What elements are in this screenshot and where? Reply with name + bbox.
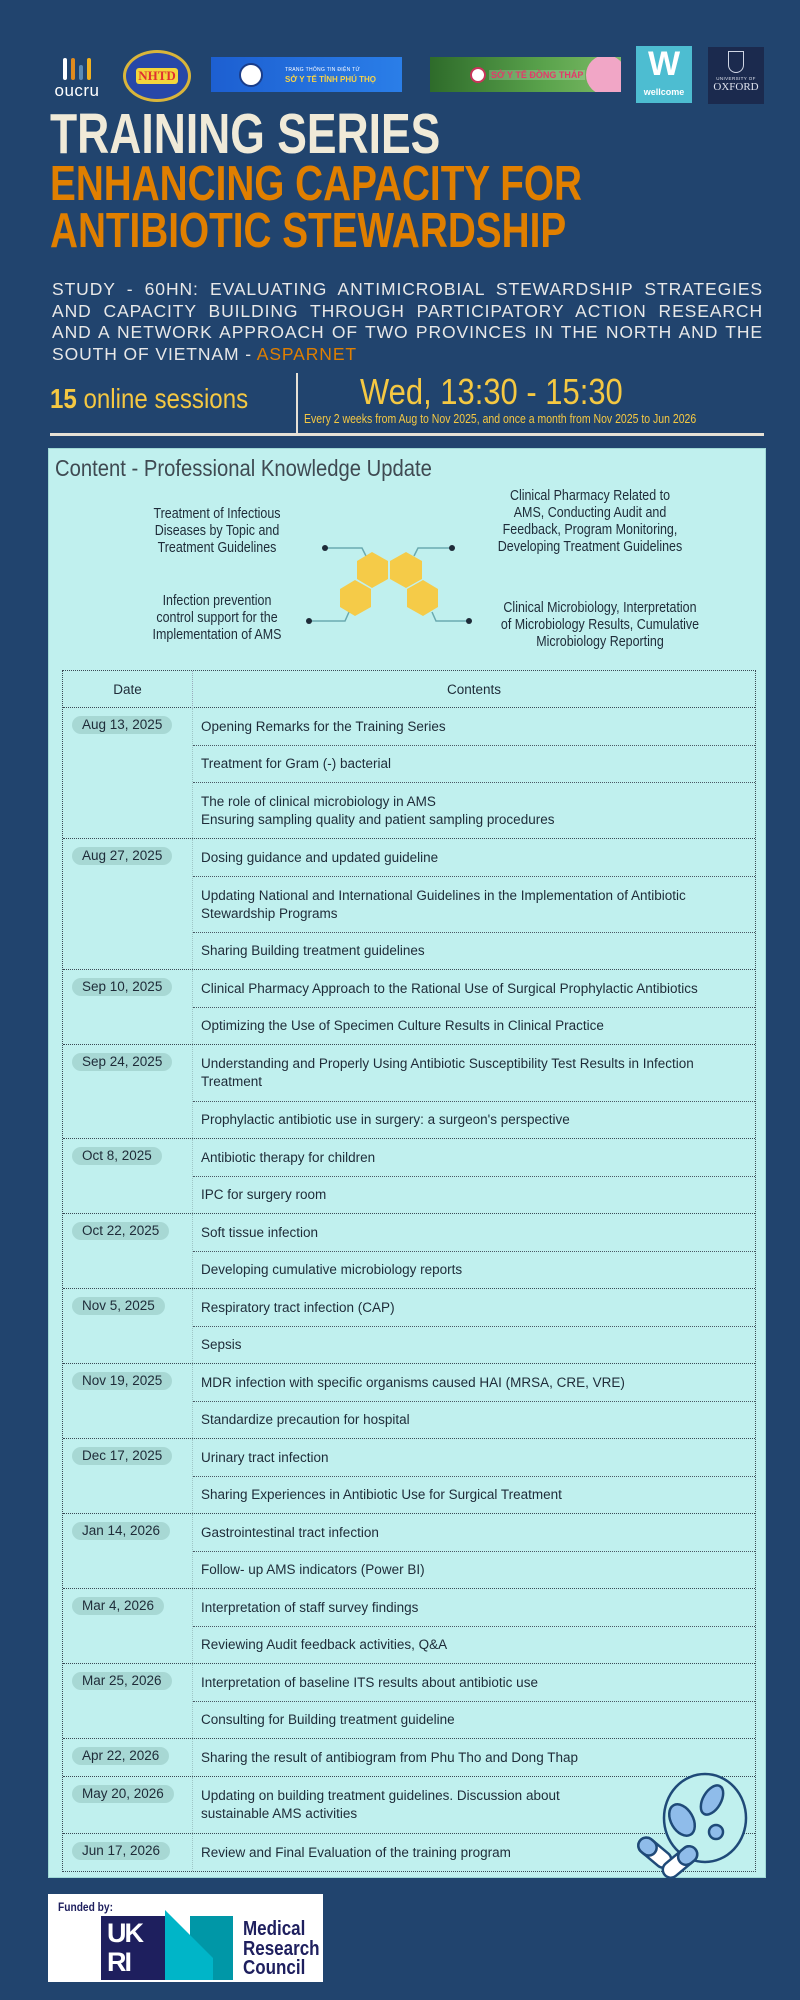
date-cell <box>63 1139 193 1213</box>
session-topic: Reviewing Audit feedback activities, Q&A <box>193 1626 755 1663</box>
contents-cell <box>193 1589 755 1663</box>
connector-dot <box>306 618 312 624</box>
table-row <box>63 1288 755 1363</box>
contents-cell <box>193 1364 755 1438</box>
date-badge: May 20, 2026 <box>72 1785 174 1803</box>
contents-cell <box>193 1045 755 1138</box>
schedule-table <box>62 670 756 1872</box>
page-title: TRAINING SERIES <box>50 102 441 166</box>
session-topic: Dosing guidance and updated guideline <box>201 849 439 865</box>
study-description: STUDY - 60HN: EVALUATING ANTIMICROBIAL STEWARDSHIP STRATEGIES AND CAPACITY BUILDING THROUGH PARTICIPATORY ACTION RESEARCH AND A NETWORK APPROACH OF TWO PROVINCES IN THE NORTH AND THE SOUTH OF VIETNAM - ASPARNET <box>52 279 763 364</box>
topic-clinical-pharmacy: Clinical Pharmacy Related to AMS, Conducting Audit and Feedback, Program Monitoring, Developing Treatment Guidelines <box>497 488 683 555</box>
date-badge: Oct 8, 2025 <box>72 1147 162 1165</box>
session-topic: Developing cumulative microbiology reports <box>193 1251 755 1288</box>
connector-dot <box>449 545 455 551</box>
nhtd-logo: NHTD <box>123 50 191 102</box>
topic-clinical-microbiology: Clinical Microbiology, Interpretation of Microbiology Results, Cumulative Microbiology Reporting <box>500 600 700 650</box>
session-topic: Opening Remarks for the Training Series <box>201 718 446 734</box>
session-topic: Respiratory tract infection (CAP) <box>201 1299 395 1315</box>
funded-by-box: Funded by: UKRI Medical Research Council <box>48 1894 323 1982</box>
date-cell <box>63 708 193 838</box>
session-topic: Interpretation of staff survey findings <box>201 1599 419 1615</box>
contents-cell <box>193 1514 755 1588</box>
date-badge: Mar 4, 2026 <box>72 1597 164 1615</box>
session-topic: Consulting for Building treatment guideline <box>193 1701 755 1738</box>
date-cell <box>63 1514 193 1588</box>
session-topic: Understanding and Properly Using Antibiotic Susceptibility Test Results in Infection Treatment <box>201 1056 694 1089</box>
session-topic: IPC for surgery room <box>193 1176 755 1213</box>
hexagon-icon <box>390 552 422 588</box>
table-row <box>63 1438 755 1513</box>
date-cell <box>63 1834 193 1871</box>
date-cell <box>63 1214 193 1288</box>
table-row <box>63 1588 755 1663</box>
ukri-logo: UKRI <box>101 1916 165 1980</box>
session-topic: Prophylactic antibiotic use in surgery: a surgeon's perspective <box>193 1101 755 1138</box>
session-topic: Updating on building treatment guidelines. Discussion about sustainable AMS activities <box>201 1788 560 1821</box>
dong-thap-health-logo: SỞ Y TẾ ĐỒNG THÁP <box>430 57 621 92</box>
oucru-logo: oucru <box>53 58 101 100</box>
date-badge: Oct 22, 2025 <box>72 1222 169 1240</box>
subtitle-line-2: ANTIBIOTIC STEWARDSHIP <box>50 204 567 258</box>
table-row <box>63 1044 755 1138</box>
subtitle-line-1: ENHANCING CAPACITY FOR <box>50 157 582 211</box>
header-contents: Contents <box>446 681 502 697</box>
session-topic: Sepsis <box>193 1326 755 1363</box>
date-cell <box>63 1364 193 1438</box>
session-topic: The role of clinical microbiology in AMS Ensuring sampling quality and patient sampling procedures <box>193 782 755 838</box>
topic-infection-prevention: Infection prevention control support for the Implementation of AMS <box>152 593 282 643</box>
session-topic: Updating National and International Guidelines in the Implementation of Antibiotic Stewardship Programs <box>193 876 755 932</box>
session-time: Wed, 13:30 - 15:30 <box>360 371 623 412</box>
date-badge: Aug 13, 2025 <box>72 716 172 734</box>
hexagon-icon <box>340 580 371 616</box>
mrc-name: Medical Research Council <box>243 1918 320 1979</box>
contents-cell <box>193 1664 755 1738</box>
session-topic: Sharing the result of antibiogram from Phu Tho and Dong Thap <box>201 1749 578 1765</box>
study-acronym: ASPARNET <box>256 343 357 364</box>
contents-cell <box>193 1439 755 1513</box>
session-topic: Sharing Building treatment guidelines <box>193 932 755 969</box>
contents-cell <box>193 970 755 1044</box>
session-topic: Gastrointestinal tract infection <box>201 1524 379 1540</box>
session-topic: Soft tissue infection <box>201 1224 319 1240</box>
date-cell <box>63 1045 193 1138</box>
table-row <box>63 969 755 1044</box>
table-row <box>63 1663 755 1738</box>
date-badge: Jan 14, 2026 <box>72 1522 170 1540</box>
wellcome-logo: W wellcome <box>636 46 692 103</box>
phu-tho-health-logo: TRANG THÔNG TIN ĐIỆN TỬ SỞ Y TẾ TỈNH PHÚ THỌ <box>211 57 402 92</box>
connector-dot <box>466 618 472 624</box>
session-topic: Review and Final Evaluation of the training program <box>201 1844 511 1860</box>
date-badge: Jun 17, 2026 <box>72 1842 170 1860</box>
table-row <box>63 708 755 838</box>
date-cell <box>63 1289 193 1363</box>
date-cell <box>63 839 193 969</box>
session-topic: Sharing Experiences in Antibiotic Use for Surgical Treatment <box>193 1476 755 1513</box>
microbe-pill-icon <box>632 1770 750 1882</box>
date-cell <box>63 1664 193 1738</box>
date-cell <box>63 970 193 1044</box>
mrc-shape-icon <box>165 1910 233 1980</box>
contents-cell <box>193 1139 755 1213</box>
header-date: Date <box>63 671 193 708</box>
date-cell <box>63 1739 193 1776</box>
session-topic: Clinical Pharmacy Approach to the Rational Use of Surgical Prophylactic Antibiotics <box>201 980 698 996</box>
date-badge: Dec 17, 2025 <box>72 1447 172 1465</box>
topic-infectious-diseases: Treatment of Infectious Diseases by Topic and Treatment Guidelines <box>153 506 281 556</box>
sessions-count: 15 online sessions <box>50 383 249 414</box>
connector-dot <box>322 545 328 551</box>
date-badge: Sep 10, 2025 <box>72 978 172 996</box>
table-row <box>63 1363 755 1438</box>
hexagon-icon <box>357 552 388 588</box>
table-row <box>63 1213 755 1288</box>
oxford-logo: UNIVERSITY OF OXFORD <box>708 47 764 104</box>
table-row <box>63 838 755 969</box>
date-badge: Aug 27, 2025 <box>72 847 172 865</box>
session-topic: Standardize precaution for hospital <box>193 1401 755 1438</box>
contents-cell <box>193 1289 755 1363</box>
topic-diagram <box>0 0 800 700</box>
table-body <box>63 708 755 1871</box>
date-badge: Apr 22, 2026 <box>72 1747 169 1765</box>
session-topic: Interpretation of baseline ITS results about antibiotic use <box>201 1674 538 1690</box>
date-cell <box>63 1589 193 1663</box>
date-badge: Nov 19, 2025 <box>72 1372 172 1390</box>
session-topic: Treatment for Gram (-) bacterial <box>193 745 755 782</box>
date-cell <box>63 1777 193 1833</box>
date-badge: Mar 25, 2026 <box>72 1672 172 1690</box>
date-cell <box>63 1439 193 1513</box>
hexagon-icon <box>407 580 438 616</box>
content-title: Content - Professional Knowledge Update <box>55 455 432 481</box>
table-header <box>63 671 755 708</box>
session-topic: MDR infection with specific organisms caused HAI (MRSA, CRE, VRE) <box>201 1374 625 1390</box>
session-topic: Urinary tract infection <box>201 1449 329 1465</box>
session-frequency: Every 2 weeks from Aug to Nov 2025, and once a month from Nov 2025 to Jun 2026 <box>304 412 697 426</box>
session-topic: Antibiotic therapy for children <box>201 1149 376 1165</box>
table-row <box>63 1138 755 1213</box>
contents-cell <box>193 1214 755 1288</box>
date-badge: Nov 5, 2025 <box>72 1297 165 1315</box>
date-badge: Sep 24, 2025 <box>72 1053 172 1071</box>
session-topic: Follow- up AMS indicators (Power BI) <box>193 1551 755 1588</box>
session-topic: Optimizing the Use of Specimen Culture Results in Clinical Practice <box>193 1007 755 1044</box>
contents-cell <box>193 708 755 838</box>
contents-cell <box>193 839 755 969</box>
table-row <box>63 1513 755 1588</box>
